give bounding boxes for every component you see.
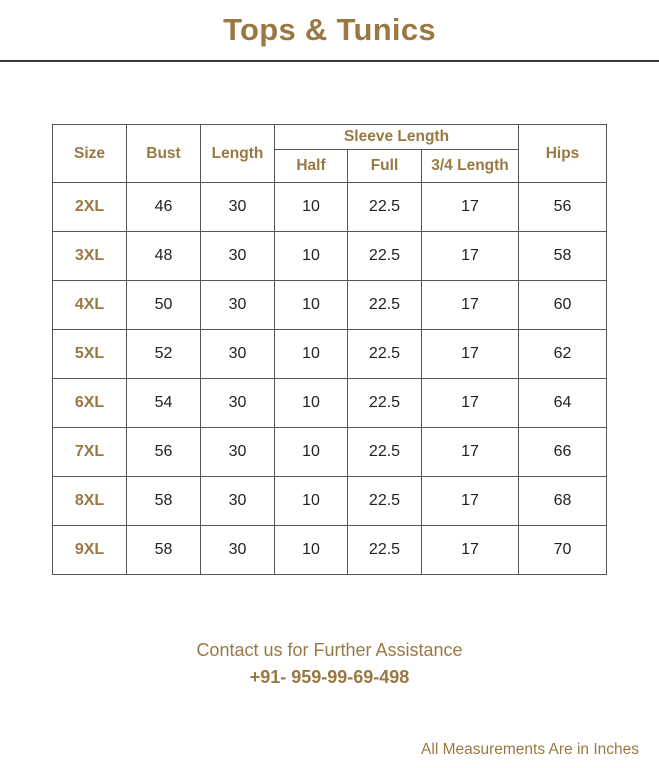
- cell-full: 22.5: [348, 281, 422, 330]
- cell-three-quarter: 17: [422, 379, 519, 428]
- cell-half: 10: [275, 428, 348, 477]
- cell-full: 22.5: [348, 526, 422, 575]
- header-three-quarter: 3/4 Length: [422, 150, 519, 183]
- cell-length: 30: [201, 379, 275, 428]
- cell-full: 22.5: [348, 232, 422, 281]
- header-half: Half: [275, 150, 348, 183]
- cell-bust: 52: [127, 330, 201, 379]
- contact-text: Contact us for Further Assistance: [196, 640, 463, 660]
- table-row: [53, 428, 607, 477]
- cell-three-quarter: 17: [422, 232, 519, 281]
- cell-half: 10: [275, 379, 348, 428]
- cell-bust: 50: [127, 281, 201, 330]
- table-row: [53, 526, 607, 575]
- title-divider: [0, 60, 659, 62]
- cell-three-quarter: 17: [422, 428, 519, 477]
- cell-half: 10: [275, 183, 348, 232]
- table-row: [53, 379, 607, 428]
- phone-number: +91- 959-99-69-498: [249, 667, 410, 687]
- cell-hips: 68: [519, 477, 607, 526]
- cell-size: 8XL: [53, 477, 127, 526]
- cell-full: 22.5: [348, 183, 422, 232]
- cell-length: 30: [201, 183, 275, 232]
- cell-three-quarter: 17: [422, 526, 519, 575]
- table-row: [53, 183, 607, 232]
- cell-hips: 60: [519, 281, 607, 330]
- table-row: [53, 232, 607, 281]
- cell-half: 10: [275, 526, 348, 575]
- cell-hips: 56: [519, 183, 607, 232]
- size-chart-body: [53, 183, 607, 575]
- cell-length: 30: [201, 526, 275, 575]
- cell-size: 7XL: [53, 428, 127, 477]
- cell-hips: 62: [519, 330, 607, 379]
- cell-half: 10: [275, 281, 348, 330]
- cell-three-quarter: 17: [422, 281, 519, 330]
- cell-three-quarter: 17: [422, 330, 519, 379]
- cell-hips: 58: [519, 232, 607, 281]
- cell-length: 30: [201, 477, 275, 526]
- measurement-note: All Measurements Are in Inches: [421, 741, 639, 758]
- header-full: Full: [348, 150, 422, 183]
- cell-bust: 46: [127, 183, 201, 232]
- cell-bust: 56: [127, 428, 201, 477]
- table-row: [53, 477, 607, 526]
- cell-full: 22.5: [348, 330, 422, 379]
- cell-size: 9XL: [53, 526, 127, 575]
- header-bust: Bust: [127, 125, 201, 183]
- cell-size: 5XL: [53, 330, 127, 379]
- table-row: [53, 330, 607, 379]
- header-sleeve-length: Sleeve Length: [275, 125, 519, 150]
- cell-bust: 58: [127, 477, 201, 526]
- cell-half: 10: [275, 330, 348, 379]
- cell-bust: 58: [127, 526, 201, 575]
- page-title: Tops & Tunics: [223, 12, 436, 47]
- cell-size: 3XL: [53, 232, 127, 281]
- cell-length: 30: [201, 330, 275, 379]
- cell-half: 10: [275, 477, 348, 526]
- size-chart-table: [52, 124, 607, 575]
- header-hips: Hips: [519, 125, 607, 183]
- cell-half: 10: [275, 232, 348, 281]
- header-length: Length: [201, 125, 275, 183]
- cell-bust: 48: [127, 232, 201, 281]
- cell-hips: 64: [519, 379, 607, 428]
- cell-size: 2XL: [53, 183, 127, 232]
- cell-length: 30: [201, 281, 275, 330]
- cell-full: 22.5: [348, 428, 422, 477]
- table-row: [53, 281, 607, 330]
- cell-length: 30: [201, 232, 275, 281]
- cell-full: 22.5: [348, 379, 422, 428]
- cell-full: 22.5: [348, 477, 422, 526]
- cell-hips: 66: [519, 428, 607, 477]
- cell-three-quarter: 17: [422, 477, 519, 526]
- cell-length: 30: [201, 428, 275, 477]
- cell-hips: 70: [519, 526, 607, 575]
- cell-size: 6XL: [53, 379, 127, 428]
- cell-three-quarter: 17: [422, 183, 519, 232]
- cell-size: 4XL: [53, 281, 127, 330]
- header-size: Size: [53, 125, 127, 183]
- cell-bust: 54: [127, 379, 201, 428]
